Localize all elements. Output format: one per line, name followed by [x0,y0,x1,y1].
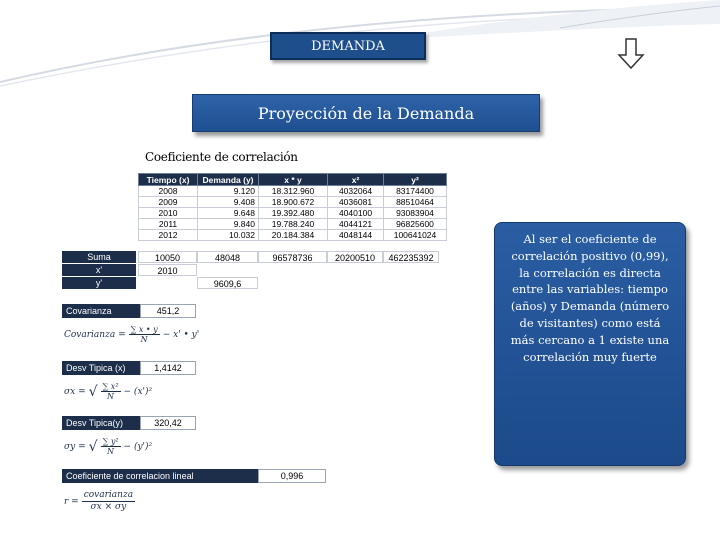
table-cell: 10.032 [198,230,259,241]
formula-numerator: ∑ x² [102,382,119,391]
formula-denominator: N [107,447,115,456]
suma-cell: 48048 [197,251,258,263]
desv-x-value: 1,4142 [140,361,196,375]
table-cell: 2012 [139,230,198,241]
table-cell: 4044121 [328,219,384,230]
demanda-button-label: DEMANDA [311,38,385,54]
table-cell: 4032064 [328,186,384,197]
table-cell: 19.392.480 [259,208,328,219]
correlation-label: Coeficiente de correlacion lineal [62,469,258,483]
formula-denominator: N [107,392,115,401]
table-cell: 9.840 [198,219,259,230]
ybar-label: y' [62,277,136,289]
table-cell: 9.120 [198,186,259,197]
covarianza-label: Covarianza [62,304,140,318]
suma-cell: 96578736 [258,251,327,263]
table-cell: 2011 [139,219,198,230]
table-row [139,230,447,241]
suma-cell: 462235392 [383,251,439,263]
arrow-down-icon[interactable] [617,38,645,70]
suma-cell: 10050 [138,251,197,263]
formula-lhs: Covarianza = [64,329,126,340]
table-cell: 4036081 [328,197,384,208]
formula-rest: − x' • y' [162,329,200,340]
covarianza-value: 451,2 [140,304,196,318]
coefficient-heading: Coeficiente de correlación [145,150,298,164]
formula-numerator: ∑ y² [102,437,119,446]
desv-x-label: Desv Tipica (x) [62,361,140,375]
table-cell: 18.312.960 [259,186,328,197]
page-title [192,94,540,132]
desv-y-value: 320,42 [140,416,196,430]
ybar-value: 9609,6 [197,277,258,289]
table-cell: 20.184.384 [259,230,328,241]
formula-lhs: r = [64,496,79,507]
table-row [139,208,447,219]
covarianza-formula [64,325,199,344]
table-cell: 19.788.240 [259,219,328,230]
xbar-label: x' [62,264,136,276]
table-cell: 83174400 [384,186,447,197]
table-cell: 18.900.672 [259,197,328,208]
table-row [139,197,447,208]
table-cell: 2009 [139,197,198,208]
table-header-row [139,174,447,186]
suma-label: Suma [62,251,136,263]
conclusion-note [494,222,686,466]
col-header: Tiempo (x) [139,174,198,186]
col-header: x * y [259,174,328,186]
conclusion-text: Al ser el coeficiente de correlación positivo (0,99), la correlación es directa entre las variables: tiempo (años) y Demanda (número de visitantes) como está más cercano a 1 existe una correlación muy fuerte [510,232,670,364]
table-cell: 9.408 [198,197,259,208]
formula-numerator: covarianza [83,490,134,500]
table-cell: 93083904 [384,208,447,219]
sqrt-icon: √ [88,438,98,455]
correlation-value: 0,996 [258,469,326,483]
table-cell: 2008 [139,186,198,197]
formula-denominator: N [140,335,148,344]
table-cell: 4048144 [328,230,384,241]
col-header: Demanda (y) [198,174,259,186]
formula-rest: − (y')² [123,441,153,452]
formula-lhs: σy = [64,441,86,452]
page-title-text: Proyección de la Demanda [257,103,475,123]
table-cell: 9.648 [198,208,259,219]
xbar-value: 2010 [138,264,197,276]
r-formula [64,490,135,513]
formula-rest: − (x')² [123,386,153,397]
sqrt-icon: √ [88,383,98,400]
desv-y-label: Desv Tipica(y) [62,416,140,430]
col-header: x² [328,174,384,186]
table-cell: 100641024 [384,230,447,241]
col-header: y² [384,174,447,186]
table-row [139,219,447,230]
formula-numerator: ∑ x • y [130,325,158,334]
table-cell: 96825600 [384,219,447,230]
demanda-button[interactable] [270,32,426,60]
table-cell: 2010 [139,208,198,219]
formula-denominator: σx × σy [90,502,127,512]
suma-cell: 20200510 [327,251,383,263]
formula-lhs: σx = [64,386,86,397]
table-cell: 4040100 [328,208,384,219]
table-row [139,186,447,197]
sigma-y-formula [64,437,152,456]
sigma-x-formula [64,382,152,401]
data-table [138,173,447,241]
table-cell: 88510464 [384,197,447,208]
